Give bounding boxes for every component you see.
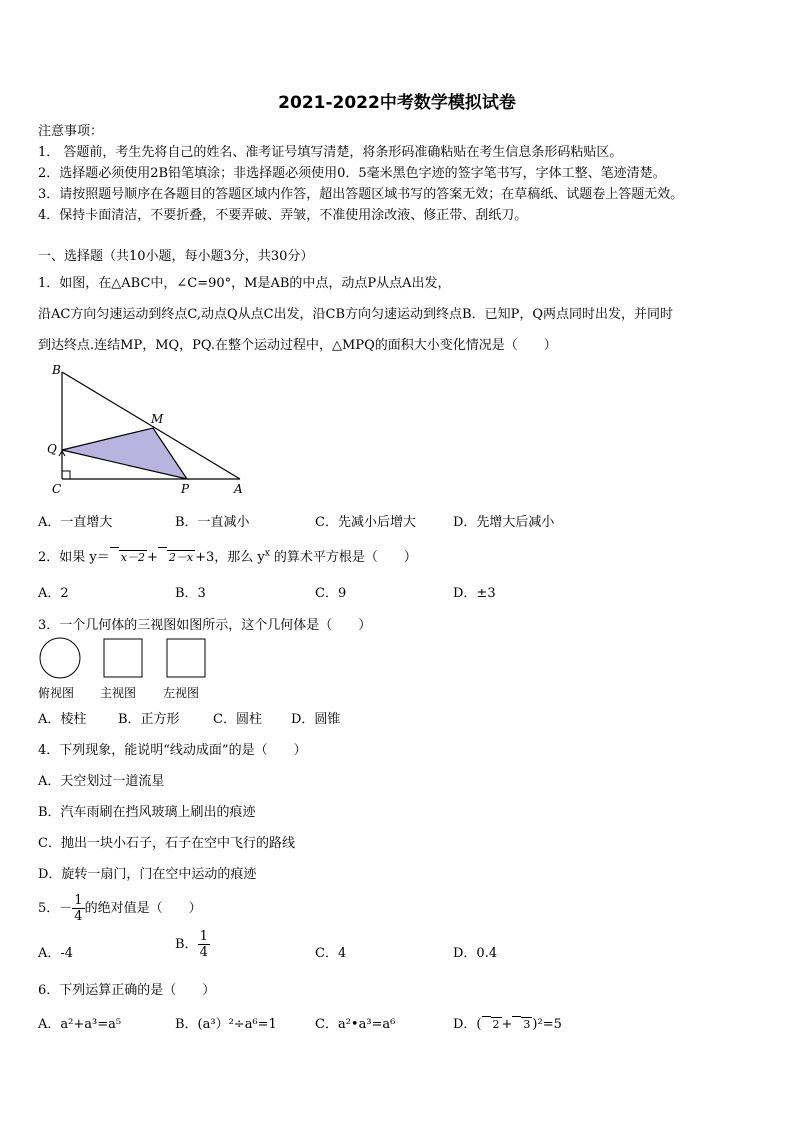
- q2-radical-2: 2－x: [158, 549, 195, 565]
- q1-option-a[interactable]: A．一直增大: [38, 515, 113, 530]
- label-c: C: [52, 482, 62, 496]
- q5-option-b[interactable]: B． $\frac{1}{4}$: [175, 929, 208, 960]
- q1-triangle-figure: [40, 360, 260, 500]
- view-label-side: 左视图: [163, 686, 200, 700]
- q3-option-c[interactable]: C．圆柱: [213, 712, 262, 727]
- q5-fraction: $\frac{1}{4}$: [74, 893, 83, 924]
- q2-option-b[interactable]: B．3: [175, 586, 206, 601]
- q4-option-b[interactable]: B．汽车雨刷在挡风玻璃上刷出的痕迹: [38, 805, 256, 820]
- q5-stem: [38, 893, 202, 924]
- view-label-top: 俯视图: [38, 686, 75, 700]
- label-p: P: [181, 482, 190, 496]
- q6-stem: 6．下列运算正确的是（ ）: [38, 983, 216, 998]
- top-view-circle-icon: [40, 638, 80, 678]
- right-angle-mark: [62, 471, 70, 479]
- q6-option-a[interactable]: A．a²+a³=a⁵: [38, 1017, 122, 1032]
- q5-option-a[interactable]: A．-4: [38, 946, 74, 961]
- q5-option-b-fraction: $\frac{1}{4}$: [199, 929, 208, 960]
- q2-superscript: x: [264, 548, 270, 559]
- q2-radical-1: x－2: [110, 549, 147, 565]
- q4-option-a[interactable]: A．天空划过一道流星: [38, 774, 165, 789]
- q4-option-c[interactable]: C．抛出一块小石子，石子在空中飞行的路线: [38, 836, 295, 851]
- side-view-square-icon: [167, 639, 205, 677]
- q5-suffix: 的绝对值是（ ）: [84, 901, 202, 916]
- q5-option-c[interactable]: C．4: [315, 946, 347, 961]
- q1-option-c[interactable]: C．先减小后增大: [315, 515, 416, 530]
- q1-option-b[interactable]: B．一直减小: [175, 515, 250, 530]
- label-b: B: [52, 363, 61, 377]
- q4-stem: 4．下列现象，能说明“线动成面”的是（ ）: [38, 743, 307, 758]
- q6-radical-3: 3: [512, 1018, 532, 1031]
- q4-option-d[interactable]: D．旋转一扇门，门在空中运动的痕迹: [38, 867, 257, 882]
- note-item: 3．请按照题号顺序在各题目的答题区域内作答，超出答题区域书写的答案无效；在草稿纸、试题卷上答题无效。: [38, 187, 684, 202]
- q5-option-d[interactable]: D．0.4: [453, 946, 498, 961]
- q6-option-d[interactable]: D．( 2 + 3 )²=5: [453, 1017, 562, 1032]
- q2-tail: 的算术平方根是（ ）: [269, 550, 417, 565]
- front-view-square-icon: [104, 639, 142, 677]
- view-label-front: 主视图: [100, 686, 137, 700]
- note-item: 1． 答题前，考生先将自己的姓名、准考证号填写清楚，将条形码准确粘贴在考生信息条形码粘贴区。: [38, 145, 623, 160]
- label-a: A: [234, 482, 243, 496]
- label-m: M: [151, 412, 164, 426]
- note-item: 4．保持卡面清洁，不要折叠，不要弄破、弄皱，不准使用涂改液、修正带、刮纸刀。: [38, 208, 528, 223]
- q3-option-d[interactable]: D．圆锥: [291, 712, 341, 727]
- q3-option-a[interactable]: A．棱柱: [38, 712, 87, 727]
- exam-title: 2021-2022中考数学模拟试卷: [278, 93, 516, 113]
- q6-radical-2: 2: [482, 1018, 502, 1031]
- section-heading: 一、选择题（共10小题，每小题3分，共30分）: [38, 249, 314, 264]
- q1-stem-line: 到达终点.连结MP，MQ，PQ.在整个运动过程中，△MPQ的面积大小变化情况是（ ）: [38, 338, 557, 353]
- note-item: 2．选择题必须使用2B铅笔填涂；非选择题必须使用0．5毫米黑色字迹的签字笔书写，字体工整、笔迹清楚。: [38, 166, 666, 181]
- q2-prefix: 2．如果 y＝: [38, 550, 110, 565]
- q1-option-d[interactable]: D．先增大后减小: [453, 515, 555, 530]
- q1-stem-line: 沿AC方向匀速运动到终点C,动点Q从点C出发，沿CB方向匀速运动到终点B．已知P，Q两点同时出发，并同时: [38, 307, 674, 322]
- label-q: Q: [47, 442, 57, 456]
- q3-option-b[interactable]: B．正方形: [118, 712, 180, 727]
- q3-three-views-figure: [38, 636, 218, 682]
- q6-option-c[interactable]: C．a²•a³=a⁶: [315, 1017, 396, 1032]
- q1-stem-line: 1．如图，在△ABC中，∠C=90°，M是AB的中点，动点P从点A出发，: [38, 276, 451, 291]
- q6-option-b[interactable]: B．(a³）²÷a⁶=1: [175, 1017, 277, 1032]
- q2-option-d[interactable]: D．±3: [453, 586, 496, 601]
- notes-heading: 注意事项：: [38, 124, 104, 139]
- q3-stem: 3．一个几何体的三视图如图所示，这个几何体是（ ）: [38, 618, 372, 633]
- q2-plus: +: [146, 550, 158, 565]
- q2-stem: [38, 546, 417, 565]
- q2-option-c[interactable]: C．9: [315, 586, 347, 601]
- q2-option-a[interactable]: A．2: [38, 586, 69, 601]
- q2-suffix: +3，那么 y: [195, 550, 265, 565]
- q5-prefix: 5．－: [38, 901, 73, 916]
